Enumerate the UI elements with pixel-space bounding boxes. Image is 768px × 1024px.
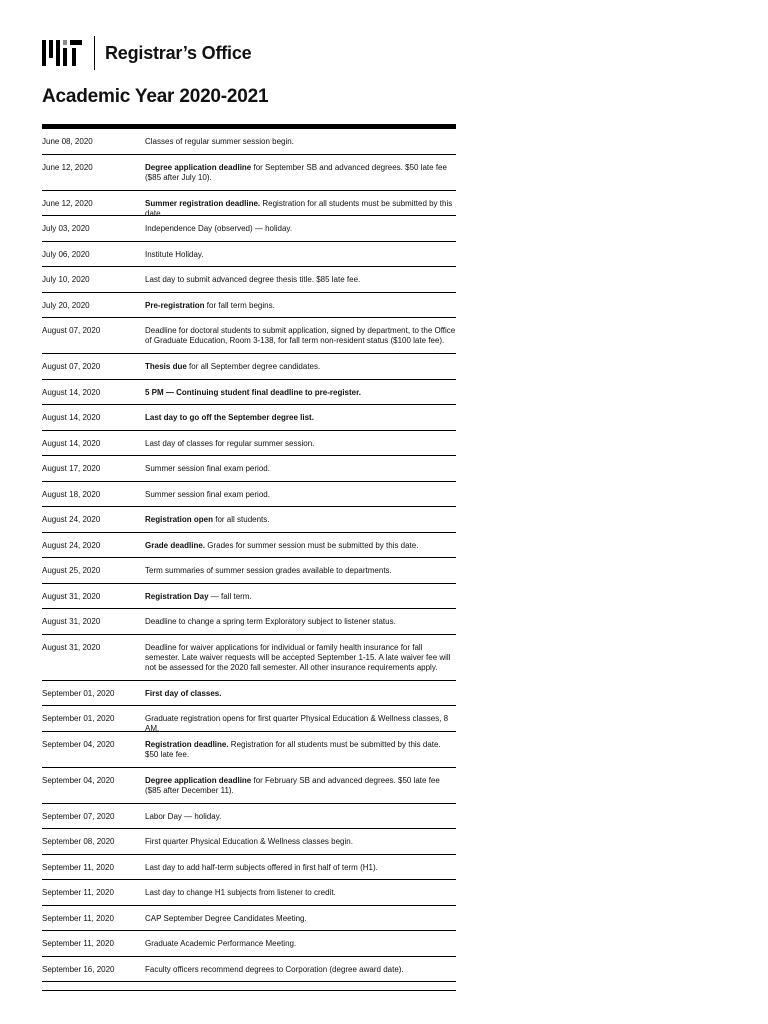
row-date: September 08, 2020	[42, 837, 115, 846]
table-row	[42, 880, 456, 906]
row-description	[145, 689, 456, 699]
row-description	[145, 541, 456, 551]
bottom-rule	[42, 990, 456, 991]
row-description-bold: Degree application deadline	[145, 162, 252, 172]
row-description-text: Institute Holiday.	[145, 249, 204, 259]
table-row	[42, 380, 456, 406]
row-description-text: Graduate Academic Performance Meeting.	[145, 939, 297, 948]
row-description-text: Last day to submit advanced degree thesis title. $85 late fee.	[145, 275, 361, 284]
row-description	[145, 388, 456, 398]
row-description	[145, 837, 456, 847]
row-description	[145, 301, 456, 311]
table-row	[42, 318, 456, 354]
row-date: September 11, 2020	[42, 913, 114, 923]
row-description	[145, 740, 456, 760]
row-description-text: Deadline for waiver applications for individual or family health insurance for fall semester. Late waiver requests will be accepted September 1-15. A late waiver fee will not be assessed for the 2020 fall semester. All other insurance requirements apply.	[145, 642, 451, 672]
row-date: August 07, 2020	[42, 362, 101, 371]
row-description-text: Faculty officers recommend degrees to Corporation (degree award date).	[145, 964, 404, 974]
row-description-text: Registration for all students must be submitted by this date. $50 late fee.	[145, 739, 441, 759]
row-date: August 14, 2020	[42, 438, 101, 448]
table-row	[42, 829, 456, 855]
row-description-text: Summer session final exam period.	[145, 464, 270, 473]
row-description-bold: Registration Day	[145, 591, 209, 601]
row-date: August 14, 2020	[42, 413, 101, 422]
row-description-bold: First day of classes.	[145, 688, 222, 698]
table-row	[42, 558, 456, 584]
row-description	[145, 250, 456, 260]
row-date: July 20, 2020	[42, 300, 90, 310]
table-row	[42, 681, 456, 707]
row-description-text: Classes of regular summer session begin.	[145, 137, 294, 146]
table-row	[42, 129, 456, 155]
row-date: September 07, 2020	[42, 811, 115, 821]
row-description	[145, 362, 456, 372]
row-description-text: Last day of classes for regular summer session.	[145, 438, 315, 448]
table-row	[42, 609, 456, 635]
row-description-text: Deadline to change a spring term Exploratory subject to listener status.	[145, 617, 396, 626]
row-description-bold: Registration open	[145, 515, 214, 524]
row-date: August 17, 2020	[42, 464, 101, 473]
row-description-text: for February SB and advanced degrees. $50 late fee ($85 after December 11).	[145, 775, 440, 795]
table-row	[42, 533, 456, 559]
row-description-text: Deadline for doctoral students to submit application, signed by department, to the Office of Graduate Education, Room 3-138, for fall term non-resident status ($100 late fee).	[145, 326, 456, 345]
table-row	[42, 706, 456, 732]
row-date: August 24, 2020	[42, 540, 101, 550]
table-row	[42, 635, 456, 681]
row-description-bold: Degree application deadline	[145, 775, 252, 785]
row-description	[145, 643, 456, 673]
row-description	[145, 224, 456, 234]
calendar-table	[42, 129, 456, 991]
row-date: September 11, 2020	[42, 939, 114, 948]
row-date: June 12, 2020	[42, 162, 93, 172]
table-row	[42, 584, 456, 610]
row-description-text: First quarter Physical Education & Wellness classes begin.	[145, 837, 353, 846]
table-row	[42, 431, 456, 457]
table-row	[42, 155, 456, 191]
row-date: September 16, 2020	[42, 964, 115, 974]
row-description	[145, 566, 456, 576]
row-description-text: Last day to add half-term subjects offered in first half of term (H1).	[145, 862, 378, 872]
row-description-text: Labor Day — holiday.	[145, 811, 222, 821]
row-date: August 31, 2020	[42, 617, 101, 626]
row-date: June 08, 2020	[42, 137, 93, 146]
row-description	[145, 939, 456, 949]
row-date: September 01, 2020	[42, 714, 115, 723]
row-description	[145, 617, 456, 627]
row-date: July 06, 2020	[42, 249, 90, 259]
row-date: August 07, 2020	[42, 326, 101, 335]
row-description-bold: Grade deadline.	[145, 540, 206, 550]
row-description	[145, 490, 456, 500]
row-description-text: — fall term.	[208, 591, 252, 601]
row-description	[145, 413, 456, 423]
table-row	[42, 906, 456, 932]
row-description-text: Summer session final exam period.	[145, 489, 270, 499]
row-date: July 03, 2020	[42, 224, 90, 233]
row-description-text: Last day to change H1 subjects from listener to credit.	[145, 888, 336, 897]
row-description-text: for September SB and advanced degrees. $50 late fee ($85 after July 10).	[145, 162, 447, 182]
row-description-bold: Last day to go off the September degree list.	[145, 413, 314, 422]
row-description-text: Registration for all students must be submitted by this date.	[145, 198, 453, 218]
row-date: August 25, 2020	[42, 566, 101, 575]
row-date: September 11, 2020	[42, 888, 114, 897]
row-description	[145, 592, 456, 602]
row-description-text: for all students.	[213, 515, 270, 524]
row-description-bold: 5 PM — Continuing student final deadline to pre-register.	[145, 387, 362, 397]
row-description-bold: Registration deadline.	[145, 739, 229, 749]
row-date: August 31, 2020	[42, 642, 101, 652]
table-row	[42, 405, 456, 431]
header	[42, 36, 251, 70]
row-description	[145, 515, 456, 525]
row-description-text: for all September degree candidates.	[186, 362, 321, 371]
registrars-office-label: Registrar’s Office	[105, 42, 252, 63]
table-row	[42, 242, 456, 268]
row-date: August 31, 2020	[42, 591, 101, 601]
table-row	[42, 456, 456, 482]
mit-logo	[42, 40, 82, 66]
table-row	[42, 855, 456, 881]
table-row	[42, 931, 456, 957]
logo-divider	[94, 36, 95, 70]
row-description-text: Independence Day (observed) — holiday.	[145, 224, 293, 233]
row-description	[145, 326, 456, 346]
table-row	[42, 957, 456, 983]
table-row	[42, 293, 456, 319]
table-row	[42, 191, 456, 217]
row-description-text: Grades for summer session must be submitted by this date.	[205, 540, 419, 550]
row-description-text: for fall term begins.	[204, 300, 275, 310]
row-date: August 24, 2020	[42, 515, 101, 524]
row-description	[145, 965, 456, 975]
row-description	[145, 812, 456, 822]
table-row	[42, 804, 456, 830]
row-date: September 01, 2020	[42, 688, 115, 698]
row-description	[145, 439, 456, 449]
row-date: September 04, 2020	[42, 775, 115, 785]
table-row	[42, 507, 456, 533]
table-row	[42, 267, 456, 293]
row-date: September 11, 2020	[42, 862, 114, 872]
row-description	[145, 198, 456, 218]
page-title: Academic Year 2020-2021	[42, 86, 269, 107]
row-description	[145, 137, 456, 147]
row-description	[145, 464, 456, 474]
row-description	[145, 914, 456, 924]
table-row	[42, 354, 456, 380]
row-description	[145, 275, 456, 285]
table-row	[42, 768, 456, 804]
row-description	[145, 888, 456, 898]
table-row	[42, 216, 456, 242]
row-description-text: CAP September Degree Candidates Meeting.	[145, 913, 307, 923]
row-description	[145, 163, 456, 183]
row-date: August 18, 2020	[42, 489, 101, 499]
row-description	[145, 776, 456, 796]
row-date: September 04, 2020	[42, 739, 115, 749]
table-row	[42, 482, 456, 508]
row-description	[145, 863, 456, 873]
row-date: August 14, 2020	[42, 387, 101, 397]
table-row	[42, 732, 456, 768]
row-date: July 10, 2020	[42, 275, 90, 284]
row-description-text: Graduate registration opens for first quarter Physical Education & Wellness classes, 8 AM.	[145, 714, 449, 733]
row-description-bold: Pre-registration	[145, 300, 205, 310]
row-description-bold: Summer registration deadline.	[145, 198, 261, 208]
row-description-text: Term summaries of summer session grades available to departments.	[145, 566, 392, 575]
row-date: June 12, 2020	[42, 198, 93, 208]
row-description-bold: Thesis due	[145, 362, 187, 371]
row-description	[145, 714, 456, 733]
